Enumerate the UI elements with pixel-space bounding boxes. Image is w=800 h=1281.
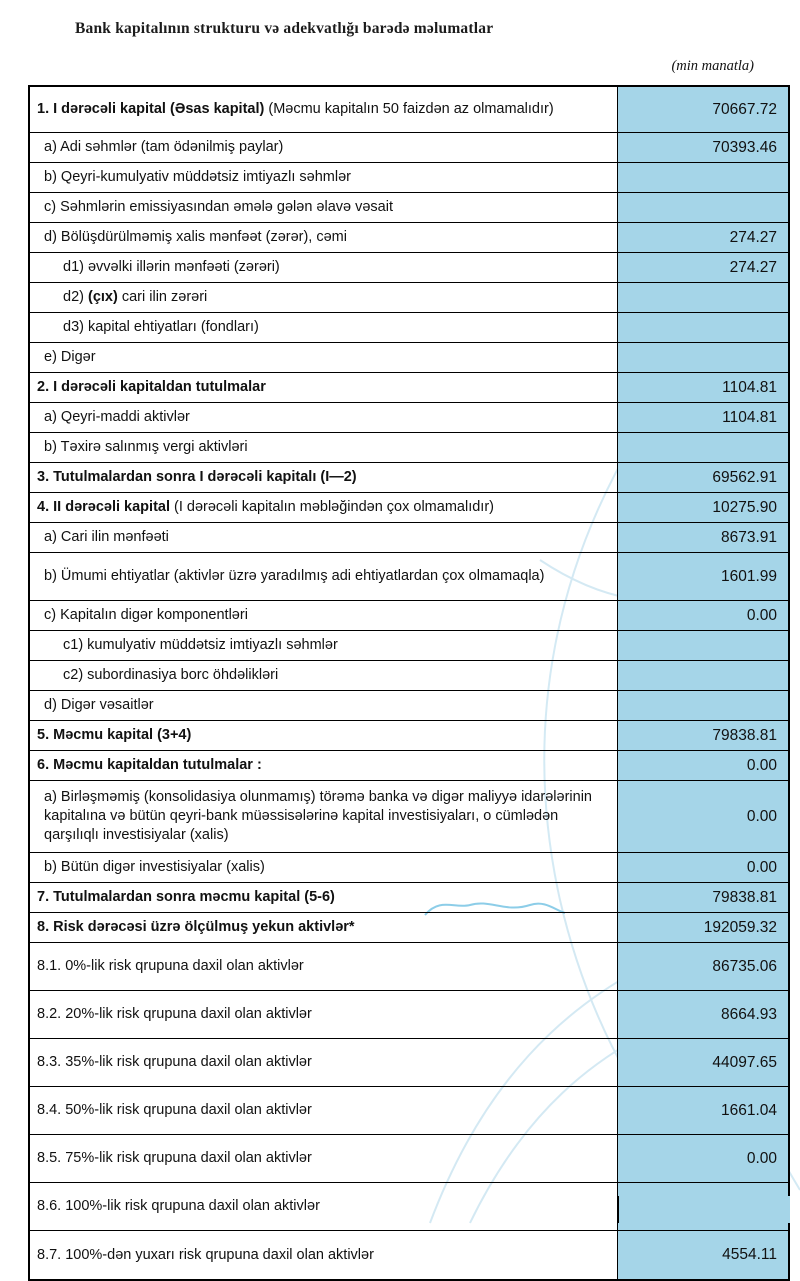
table-row [30,631,788,661]
row-value [618,193,788,222]
row-label: 8.5. 75%-lik risk qrupuna daxil olan aktivlər [30,1135,618,1182]
table-row [30,87,788,133]
table-row [30,883,788,913]
row-label: a) Birləşməmiş (konsolidasiya olunmamış) törəmə banka və digər maliyyə idarələrinin kapitalına və bütün qeyri-bank müəssisələrinə kapital investisiyaları, o cümlədən qarşılıqlı investisiyalar (xalis) [30,781,618,852]
row-label: 1. I dərəcəli kapital (Əsas kapital) (Məcmu kapitalın 50 faizdən az olmamalıdır) [30,87,618,132]
row-label: d) Bölüşdürülməmiş xalis mənfəət (zərər), cəmi [30,223,618,252]
row-label: a) Adi səhmlər (tam ödənilmiş paylar) [30,133,618,162]
row-value: 70393.46 [618,133,788,162]
row-value: 1104.81 [618,373,788,402]
row-value [618,661,788,690]
row-label: 8.3. 35%-lik risk qrupuna daxil olan aktivlər [30,1039,618,1086]
table-row [30,991,788,1039]
row-label: 7. Tutulmalardan sonra məcmu kapital (5-6) [30,883,618,912]
table-row [30,523,788,553]
row-value [618,283,788,312]
table-row [30,1087,788,1135]
table-row [30,913,788,943]
table-row [30,223,788,253]
row-label: b) Bütün digər investisiyalar (xalis) [30,853,618,882]
table-row [30,163,788,193]
row-label: e) Digər [30,343,618,372]
table-row [30,253,788,283]
row-value: 86735.06 [618,943,788,990]
row-label: d3) kapital ehtiyatları (fondları) [30,313,618,342]
table-row [30,601,788,631]
row-value: 274.27 [618,253,788,282]
table-row [30,193,788,223]
table-row [30,463,788,493]
row-value: 0.00 [618,751,788,780]
row-value: 1661.04 [618,1087,788,1134]
row-value: 10275.90 [618,493,788,522]
table-row [30,661,788,691]
row-value: 4554.11 [618,1231,788,1279]
row-label: 8.6. 100%-lik risk qrupuna daxil olan aktivlər [30,1183,618,1230]
row-value: 0.00 [618,601,788,630]
table-row [30,313,788,343]
table-row [30,1135,788,1183]
page-title: Bank kapitalının strukturu və adekvatlığı barədə məlumatlar [75,20,494,37]
row-label: 8.2. 20%-lik risk qrupuna daxil olan aktivlər [30,991,618,1038]
row-value: 79838.81 [618,721,788,750]
table-row [30,433,788,463]
row-label: d1) əvvəlki illərin mənfəəti (zərəri) [30,253,618,282]
table-row [30,553,788,601]
table-row [30,1231,788,1279]
capital-structure-table [28,85,790,1281]
row-label: 6. Məcmu kapitaldan tutulmalar : [30,751,618,780]
row-label: 3. Tutulmalardan sonra I dərəcəli kapitalı (I—2) [30,463,618,492]
row-value: 70667.72 [618,87,788,132]
row-value [618,163,788,192]
row-value: 274.27 [618,223,788,252]
row-value: 8673.91 [618,523,788,552]
row-value: 0.00 [618,853,788,882]
row-value: 44097.65 [618,1039,788,1086]
row-label: b) Təxirə salınmış vergi aktivləri [30,433,618,462]
table-row [30,493,788,523]
row-label: 4. II dərəcəli kapital (I dərəcəli kapitalın məbləğindən çox olmamalıdır) [30,493,618,522]
table-row [30,691,788,721]
table-row [30,373,788,403]
row-label: a) Qeyri-maddi aktivlər [30,403,618,432]
row-label: 5. Məcmu kapital (3+4) [30,721,618,750]
row-value [618,631,788,660]
row-value: 0.00 [618,781,788,852]
row-value [618,691,788,720]
row-label: 2. I dərəcəli kapitaldan tutulmalar [30,373,618,402]
row-value [618,313,788,342]
row-label: 8.7. 100%-dən yuxarı risk qrupuna daxil olan aktivlər [30,1231,618,1279]
table-row [30,343,788,373]
row-label: 8. Risk dərəcəsi üzrə ölçülmuş yekun aktivlər* [30,913,618,942]
row-label: 8.4. 50%-lik risk qrupuna daxil olan aktivlər [30,1087,618,1134]
row-label: d) Digər vəsaitlər [30,691,618,720]
row-value [618,433,788,462]
table-row [30,1039,788,1087]
row-value: 1104.81 [618,403,788,432]
table-row [30,133,788,163]
row-label: c) Kapitalın digər komponentləri [30,601,618,630]
row-value: 79838.81 [618,883,788,912]
row-label: 8.1. 0%-lik risk qrupuna daxil olan aktivlər [30,943,618,990]
table-row [30,403,788,433]
table-row [30,721,788,751]
row-label: c) Səhmlərin emissiyasından əmələ gələn əlavə vəsait [30,193,618,222]
row-value [618,343,788,372]
table-row [30,853,788,883]
cutoff-next-row-cell [618,1196,790,1223]
row-value: 0.00 [618,1135,788,1182]
row-label: a) Cari ilin mənfəəti [30,523,618,552]
table-row [30,751,788,781]
table-row [30,781,788,853]
row-value: 8664.93 [618,991,788,1038]
row-value: 192059.32 [618,913,788,942]
row-value: 69562.91 [618,463,788,492]
row-label: c1) kumulyativ müddətsiz imtiyazlı səhmlər [30,631,618,660]
row-label: d2) (çıx) cari ilin zərəri [30,283,618,312]
row-label: b) Qeyri-kumulyativ müddətsiz imtiyazlı səhmlər [30,163,618,192]
table-row [30,943,788,991]
row-label: c2) subordinasiya borc öhdəlikləri [30,661,618,690]
unit-note: (min manatla) [671,58,754,74]
table-row [30,283,788,313]
row-label: b) Ümumi ehtiyatlar (aktivlər üzrə yaradılmış adi ehtiyatlardan çox olmamaqla) [30,553,618,600]
row-value: 1601.99 [618,553,788,600]
